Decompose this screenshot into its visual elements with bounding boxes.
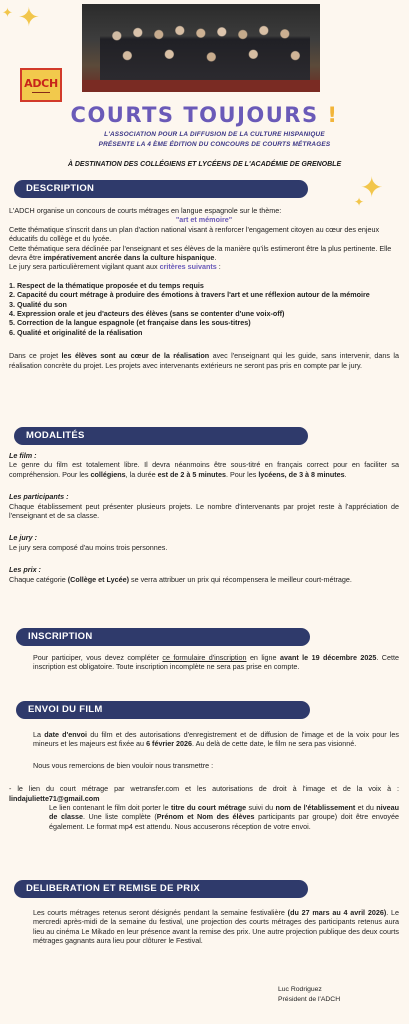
sparkle-icon: ✦ <box>354 195 365 209</box>
signature-block <box>278 985 340 1005</box>
deliberation-body <box>9 908 399 946</box>
description-p1: Cette thématique s'inscrit dans un plan d'action national visant à renforcer l'engagement citoyen au cœur des enjeux éducatifs du collège et du lycée. <box>9 224 380 244</box>
film-text: Le genre du film est totalement libre. Il devra néanmoins être sous-titré en français correct pour en faciliter sa compréhension. Pour les collégiens, la durée est de 2 à 5 minutes. Pour les lycéens, de 3 à 8 minutes. <box>9 460 399 479</box>
prix-text: Chaque catégorie (Collège et Lycée) se verra attribuer un prix qui récompensera le meilleur court-métrage. <box>9 574 352 584</box>
group-photo <box>82 4 320 92</box>
modalites-body <box>9 451 399 584</box>
jury-label: Le jury : <box>9 533 37 543</box>
logo-text: ADCH <box>24 76 58 90</box>
signature-name: Luc Rodriguez <box>278 986 322 993</box>
adch-logo: ADCH ▬▬▬▬▬▬ <box>20 68 62 102</box>
subtitle-association: L'ASSOCIATION POUR LA DIFFUSION DE LA CULTURE HISPANIQUE <box>104 131 325 138</box>
envoi-p3: - le lien du court métrage par wetransfer.com et les autorisations de droit à l'image et de la voix à : lindajuliette71@gmail.com <box>9 784 399 803</box>
signature-role: Président de l'ADCH <box>278 996 341 1003</box>
deliberation-text: Les courts métrages retenus seront désignés pendant la semaine festivalière (du 27 mars au 4 avril 2026). Le mercredi après-midi de la semaine du festival, une projection des courts métrages des participants retenus aura lieu au cinéma Le Mikado en leur présence avant la remise des prix. Une autre projection publique des deux courts métrages gagnants aura lieu pour clôturer le Festival. <box>33 908 399 946</box>
criteria-item: 1. Respect de la thématique proposée et du temps requis <box>9 280 204 290</box>
sparkle-icon: ✦ <box>2 5 13 20</box>
contact-email[interactable]: lindajuliette71@gmail.com <box>9 793 100 803</box>
envoi-p2: Nous vous remercions de bien vouloir nous transmettre : <box>33 760 214 770</box>
description-intro: L'ADCH organise un concours de courts métrages en langue espagnole sur le thème: <box>9 206 282 215</box>
description-p3: Le jury sera particulièrement vigilant quant aux critères suivants : <box>9 262 221 272</box>
section-header-inscription: INSCRIPTION <box>16 628 310 646</box>
subtitle-edition: PRÉSENTE LA 4 ÈME ÉDITION DU CONCOURS DE COURTS MÉTRAGES <box>98 141 331 148</box>
description-p2: Cette thématique sera déclinée par l'enseignant et ses élèves de la manière qu'ils estimeront être la plus pertinente. Elle devra être impérativement ancrée dans la culture hispanique. <box>9 243 392 263</box>
section-header-description: DESCRIPTION <box>14 180 308 198</box>
film-label: Le film : <box>9 451 37 460</box>
participants-text: Chaque établissement peut présenter plusieurs projets. Le nombre d'intervenants par projet reste à l'appréciation de l'enseignant et de sa classe. <box>9 501 399 521</box>
page-title: COURTS TOUJOURS ! <box>70 103 339 127</box>
jury-text: Le jury sera composé d'au moins trois personnes. <box>9 542 168 552</box>
sparkle-icon: ✦ <box>360 172 384 203</box>
sparkle-icon: ✦ <box>18 2 40 32</box>
envoi-body <box>9 730 399 831</box>
inscription-body <box>9 653 399 672</box>
criteria-item: 2. Capacité du court métrage à produire des émotions à travers l'art et une réflexion autour de la mémoire <box>9 290 370 300</box>
criteria-item: 6. Qualité et originalité de la réalisation <box>9 327 143 337</box>
theme-label: "art et mémoire" <box>175 215 233 225</box>
participants-label: Les participants : <box>9 492 69 502</box>
description-p4: Dans ce projet les élèves sont au cœur de la réalisation avec l'enseignant qui les guide, sans intervenir, dans la réalisation concrète du projet. Les projets avec intervenants extérieurs ne seront pas pris en compte par le jury. <box>9 351 399 370</box>
prix-label: Les prix : <box>9 565 41 575</box>
inscription-form-link[interactable]: ce formulaire d'inscription <box>162 653 247 662</box>
section-header-deliberation: DELIBERATION ET REMISE DE PRIX <box>14 880 308 898</box>
inscription-text: Pour participer, vous devez compléter ce formulaire d'inscription en ligne avant le 19 décembre 2025. Cette inscription est obligatoire. Toute inscription incomplète ne sera pas prise en compte. <box>33 653 399 672</box>
criteria-item: 5. Correction de la langue espagnole (et française dans les sous-titres) <box>9 318 251 328</box>
section-header-modalites: MODALITÉS <box>14 427 308 445</box>
envoi-p1: La date d'envoi du film et des autorisations d'enregistrement et de diffusion de l'image et de la voix pour les mineurs et les majeurs est fixée au 6 février 2026. Au delà de cette date, le film ne sera pas visionné. <box>33 730 400 749</box>
criteria-item: 4. Expression orale et jeu d'acteurs des élèves (sans se contenter d'une voix-off) <box>9 309 285 319</box>
destination-line: À DESTINATION DES COLLÉGIENS ET LYCÉENS DE L'ACADÉMIE DE GRENOBLE <box>67 161 342 168</box>
envoi-p4: Le lien contenant le film doit porter le titre du court métrage suivi du nom de l'établissement et du niveau de classe. Une liste complète (Prénom et Nom des élèves participants par groupe) doit être envoyée également. Le format mp4 est attendu. Nous accuserons réception de votre envoi. <box>49 803 400 831</box>
criteria-item: 3. Qualité du son <box>9 299 67 309</box>
section-header-envoi: ENVOI DU FILM <box>16 701 310 719</box>
description-body <box>9 206 399 370</box>
